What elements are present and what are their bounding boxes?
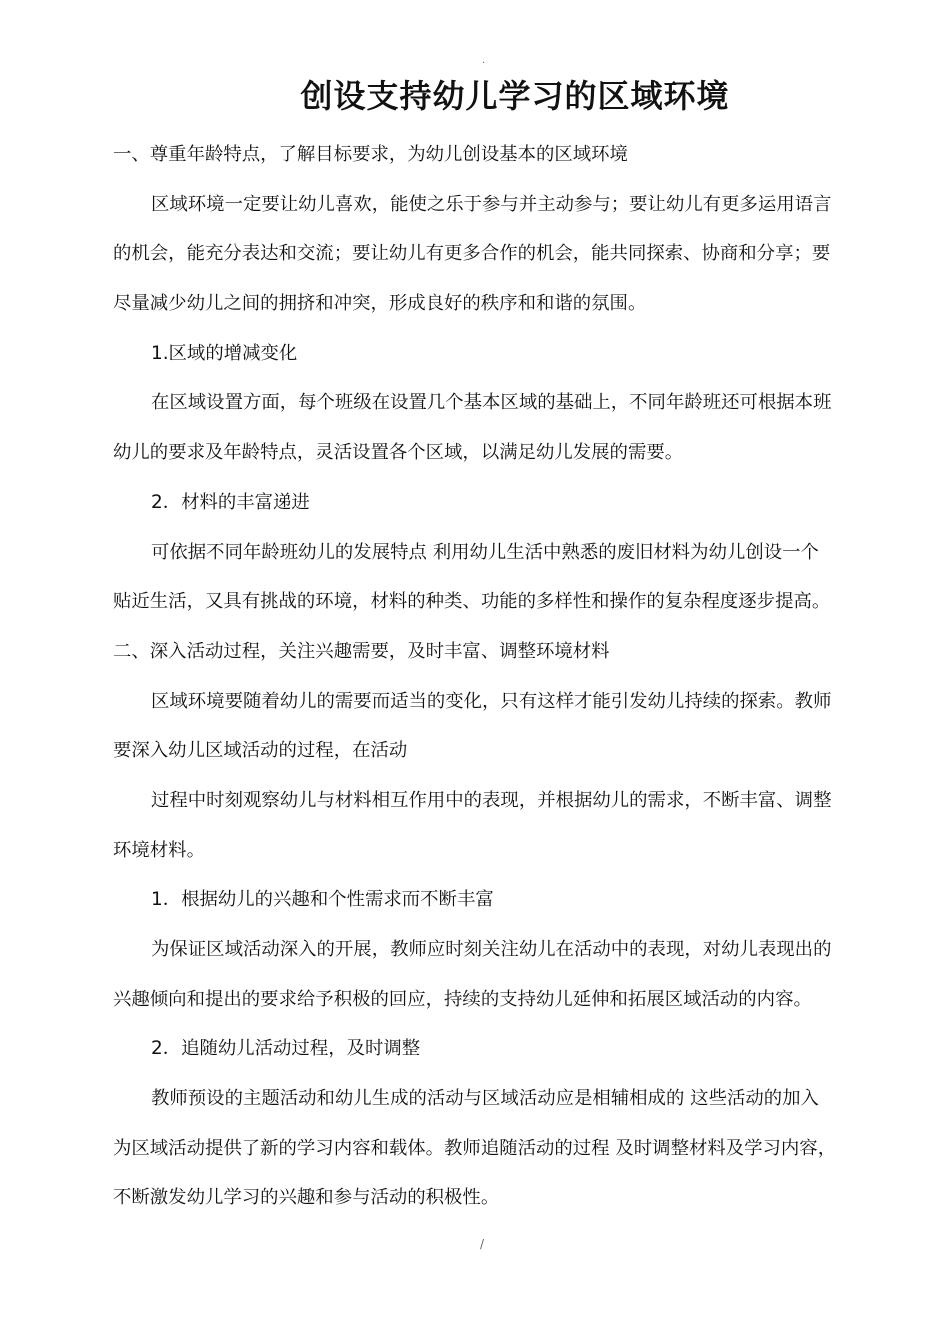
page-header-mark: . (482, 55, 486, 66)
text-line: 区域环境一定要让幼儿喜欢，能使之乐于参与并主动参与；要让幼儿有更多运用语言 (151, 193, 832, 215)
text-line: 贴近生活，又具有挑战的环境，材料的种类、功能的多样性和操作的复杂程度逐步提高。 (113, 591, 831, 613)
text-line: 区域环境要随着幼儿的需要而适当的变化，只有这样才能引发幼儿持续的探索。教师 (151, 690, 832, 712)
text-line: 环境材料。 (113, 839, 205, 861)
text-line: 教师预设的主题活动和幼儿生成的活动与区域活动应是相辅相成的 这些活动的加入 (151, 1088, 819, 1110)
page-footer-mark: / (480, 1237, 485, 1251)
document-title: 创设支持幼儿学习的区域环境 (300, 77, 730, 115)
text-line: 可依据不同年龄班幼儿的发展特点 利用幼儿生活中熟悉的废旧材料为幼儿创设一个 (151, 541, 819, 563)
text-line: 要深入幼儿区域活动的过程，在活动 (113, 740, 408, 762)
text-line: 为区域活动提供了新的学习内容和载体。教师追随活动的过程 及时调整材料及学习内容， (113, 1137, 837, 1159)
text-line: 尽量减少幼儿之间的拥挤和冲突，形成良好的秩序和和谐的氛围。 (113, 293, 647, 315)
text-line: 1．根据幼儿的兴趣和个性需求而不断丰富 (151, 889, 494, 911)
text-line: 2．追随幼儿活动过程，及时调整 (151, 1038, 421, 1060)
text-line: 幼儿的要求及年龄特点，灵活设置各个区域，以满足幼儿发展的需要。 (113, 442, 684, 464)
text-line: 2．材料的丰富递进 (151, 491, 310, 513)
text-line: 二、深入活动过程，关注兴趣需要，及时丰富、调整环境材料 (113, 640, 610, 662)
text-line: 不断激发幼儿学习的兴趣和参与活动的积极性。 (113, 1187, 500, 1209)
document-body (113, 130, 865, 1223)
text-line: 为保证区域活动深入的开展，教师应时刻关注幼儿在活动中的表现，对幼儿表现出的 (151, 939, 832, 960)
text-line: 的机会，能充分表达和交流；要让幼儿有更多合作的机会，能共同探索、协商和分享；要 (113, 243, 831, 265)
text-line: 在区域设置方面，每个班级在设置几个基本区域的基础上，不同年龄班还可根据本班 (151, 392, 832, 414)
text-line: 过程中时刻观察幼儿与材料相互作用中的表现，并根据幼儿的需求，不断丰富、调整 (151, 789, 832, 811)
text-line: 1.区域的增减变化 (151, 342, 298, 364)
text-line: 兴趣倾向和提出的要求给予积极的回应，持续的支持幼儿延伸和拓展区域活动的内容。 (113, 988, 812, 1010)
text-line: 一、尊重年龄特点，了解目标要求，为幼儿创设基本的区域环境 (113, 144, 628, 165)
